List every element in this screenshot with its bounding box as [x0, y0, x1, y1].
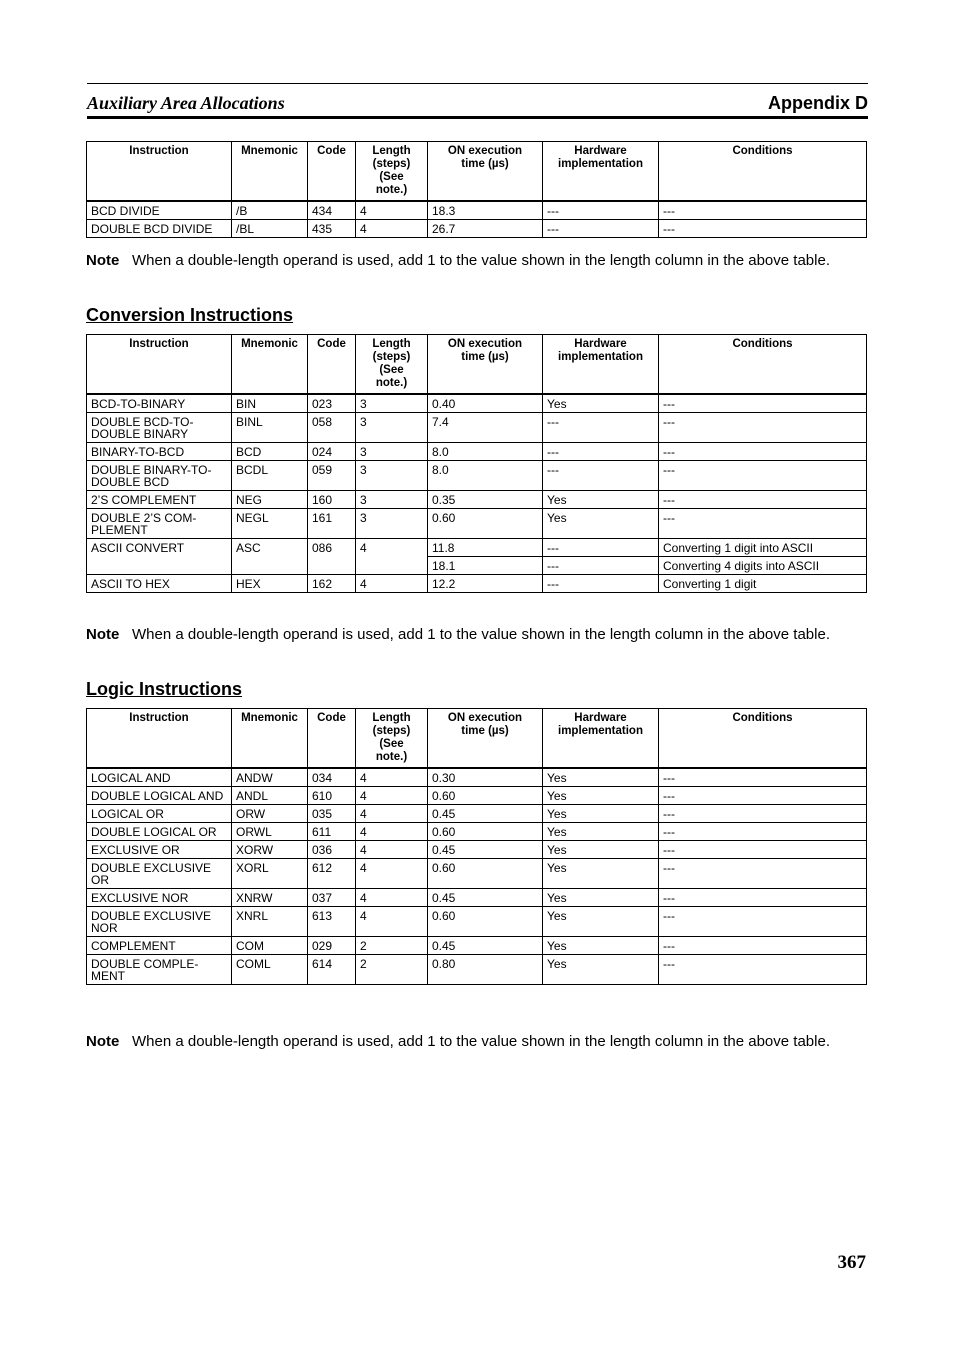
table-row — [87, 907, 867, 937]
cell-time: 0.45 — [428, 805, 543, 823]
logic-heading: Logic Instructions — [86, 679, 243, 699]
cell-code: 614 — [308, 955, 356, 985]
cell-instruction: ASCII TO HEX — [87, 575, 232, 593]
cell-hardware: Yes — [543, 889, 659, 907]
note-text: When a double-length operand is used, add 1 to the value shown in the length column in the above table. — [132, 626, 830, 643]
cell-hardware: Yes — [543, 823, 659, 841]
cell-hardware: Yes — [543, 859, 659, 889]
cell-code: 434 — [308, 201, 356, 220]
cell-conditions: --- — [659, 805, 867, 823]
cell-conditions: Converting 1 digit into ASCII — [659, 539, 867, 557]
cell-conditions: --- — [659, 220, 867, 238]
cell-hardware: Yes — [543, 805, 659, 823]
col-length: Length (steps) (See note.) — [356, 709, 428, 769]
cell-length: 4 — [356, 220, 428, 238]
cell-mnemonic: /B — [232, 201, 308, 220]
table-row — [87, 394, 867, 413]
cell-code: 160 — [308, 491, 356, 509]
page-header — [87, 83, 868, 119]
cell-length: 4 — [356, 575, 428, 593]
cell-code: 610 — [308, 787, 356, 805]
cell-code: 612 — [308, 859, 356, 889]
cell-instruction: DOUBLE COMPLE-MENT — [87, 955, 232, 985]
cell-time: 0.80 — [428, 955, 543, 985]
cell-conditions: --- — [659, 787, 867, 805]
cell-mnemonic: BIN — [232, 394, 308, 413]
cell-hardware: --- — [543, 220, 659, 238]
cell-code: 058 — [308, 413, 356, 443]
cell-hardware: Yes — [543, 491, 659, 509]
cell-conditions: --- — [659, 823, 867, 841]
note-text: When a double-length operand is used, add 1 to the value shown in the length column in the above table. — [132, 1033, 830, 1050]
cell-time: 0.60 — [428, 787, 543, 805]
cell-length: 3 — [356, 443, 428, 461]
cell-conditions: --- — [659, 413, 867, 443]
cell-mnemonic: XNRW — [232, 889, 308, 907]
page-number: 367 — [837, 1252, 866, 1273]
table-row — [87, 575, 867, 593]
cell-instruction: BCD-TO-BINARY — [87, 394, 232, 413]
cell-conditions: --- — [659, 768, 867, 787]
table-row — [87, 201, 867, 220]
col-conditions: Conditions — [659, 142, 867, 202]
note-label: Note — [86, 626, 120, 643]
cell-instruction: BCD DIVIDE — [87, 201, 232, 220]
cell-length: 4 — [356, 539, 428, 575]
note-text: When a double-length operand is used, add 1 to the value shown in the length column in the above table. — [132, 252, 830, 269]
cell-hardware: --- — [543, 413, 659, 443]
cell-code: 162 — [308, 575, 356, 593]
cell-conditions: --- — [659, 509, 867, 539]
cell-instruction: EXCLUSIVE OR — [87, 841, 232, 859]
cell-time: 0.35 — [428, 491, 543, 509]
cell-time: 0.60 — [428, 509, 543, 539]
cell-hardware: --- — [543, 539, 659, 557]
cell-mnemonic: ANDW — [232, 768, 308, 787]
cell-hardware: --- — [543, 575, 659, 593]
table-row — [87, 539, 867, 557]
cell-conditions: --- — [659, 394, 867, 413]
cell-hardware: --- — [543, 201, 659, 220]
table-row — [87, 859, 867, 889]
col-instruction: Instruction — [87, 142, 232, 202]
cell-code: 435 — [308, 220, 356, 238]
col-length: Length (steps) (See note.) — [356, 142, 428, 202]
table-row — [87, 889, 867, 907]
cell-time: 18.3 — [428, 201, 543, 220]
cell-conditions: Converting 4 digits into ASCII — [659, 557, 867, 575]
cell-conditions: --- — [659, 859, 867, 889]
cell-length: 4 — [356, 907, 428, 937]
cell-code: 029 — [308, 937, 356, 955]
cell-time: 11.8 — [428, 539, 543, 557]
cell-length: 3 — [356, 461, 428, 491]
appendix-label: Appendix D — [767, 93, 868, 113]
cell-instruction: LOGICAL AND — [87, 768, 232, 787]
table-header-row — [87, 335, 867, 395]
cell-code: 611 — [308, 823, 356, 841]
col-hardware: Hardware implementation — [543, 709, 659, 769]
cell-instruction: DOUBLE EXCLUSIVE OR — [87, 859, 232, 889]
cell-hardware: Yes — [543, 394, 659, 413]
cell-instruction: DOUBLE 2’S COM-PLEMENT — [87, 509, 232, 539]
table-row — [87, 955, 867, 985]
cell-hardware: Yes — [543, 787, 659, 805]
cell-code: 613 — [308, 907, 356, 937]
cell-length: 2 — [356, 955, 428, 985]
cell-code: 037 — [308, 889, 356, 907]
col-mnemonic: Mnemonic — [232, 709, 308, 769]
col-conditions: Conditions — [659, 709, 867, 769]
cell-code: 023 — [308, 394, 356, 413]
cell-instruction: LOGICAL OR — [87, 805, 232, 823]
logic-table — [86, 708, 867, 985]
cell-instruction: DOUBLE BINARY-TO-DOUBLE BCD — [87, 461, 232, 491]
conversion-heading: Conversion Instructions — [86, 305, 294, 325]
col-instruction: Instruction — [87, 335, 232, 395]
cell-code: 086 — [308, 539, 356, 575]
cell-instruction: COMPLEMENT — [87, 937, 232, 955]
cell-time: 0.60 — [428, 823, 543, 841]
table-header-row — [87, 709, 867, 769]
cell-hardware: Yes — [543, 937, 659, 955]
cell-instruction: BINARY-TO-BCD — [87, 443, 232, 461]
cell-conditions: --- — [659, 937, 867, 955]
table-row — [87, 805, 867, 823]
cell-length: 2 — [356, 937, 428, 955]
cell-hardware: --- — [543, 557, 659, 575]
cell-code: 036 — [308, 841, 356, 859]
cell-code: 024 — [308, 443, 356, 461]
cell-code: 161 — [308, 509, 356, 539]
cell-instruction: DOUBLE EXCLUSIVE NOR — [87, 907, 232, 937]
col-on-execution: ON execution time (µs) — [428, 709, 543, 769]
cell-mnemonic: XNRL — [232, 907, 308, 937]
cell-length: 4 — [356, 823, 428, 841]
section-title: Auxiliary Area Allocations — [87, 93, 285, 113]
cell-length: 3 — [356, 509, 428, 539]
cell-code: 059 — [308, 461, 356, 491]
cell-length: 4 — [356, 768, 428, 787]
cell-instruction: DOUBLE BCD-TO-DOUBLE BINARY — [87, 413, 232, 443]
table-row — [87, 413, 867, 443]
table-row — [87, 768, 867, 787]
cell-time: 7.4 — [428, 413, 543, 443]
col-conditions: Conditions — [659, 335, 867, 395]
cell-hardware: --- — [543, 443, 659, 461]
cell-length: 3 — [356, 491, 428, 509]
cell-time: 18.1 — [428, 557, 543, 575]
table-row — [87, 841, 867, 859]
col-hardware: Hardware implementation — [543, 335, 659, 395]
cell-code: 034 — [308, 768, 356, 787]
cell-length: 3 — [356, 413, 428, 443]
col-code: Code — [308, 709, 356, 769]
cell-mnemonic: ANDL — [232, 787, 308, 805]
cell-mnemonic: NEGL — [232, 509, 308, 539]
cell-mnemonic: BCD — [232, 443, 308, 461]
cell-mnemonic: BINL — [232, 413, 308, 443]
cell-length: 4 — [356, 841, 428, 859]
cell-conditions: --- — [659, 907, 867, 937]
cell-conditions: --- — [659, 201, 867, 220]
cell-mnemonic: HEX — [232, 575, 308, 593]
note-label: Note — [86, 252, 120, 269]
col-hardware: Hardware implementation — [543, 142, 659, 202]
cell-hardware: Yes — [543, 907, 659, 937]
cell-mnemonic: NEG — [232, 491, 308, 509]
cell-conditions: --- — [659, 889, 867, 907]
cell-length: 3 — [356, 394, 428, 413]
cell-time: 0.45 — [428, 937, 543, 955]
cell-instruction: DOUBLE BCD DIVIDE — [87, 220, 232, 238]
cell-hardware: Yes — [543, 509, 659, 539]
cell-length: 4 — [356, 787, 428, 805]
table-row — [87, 787, 867, 805]
cell-time: 26.7 — [428, 220, 543, 238]
col-length: Length (steps) (See note.) — [356, 335, 428, 395]
cell-time: 0.45 — [428, 841, 543, 859]
cell-conditions: Converting 1 digit — [659, 575, 867, 593]
cell-time: 8.0 — [428, 443, 543, 461]
col-instruction: Instruction — [87, 709, 232, 769]
cell-mnemonic: XORW — [232, 841, 308, 859]
table-header-row — [87, 142, 867, 202]
cell-mnemonic: XORL — [232, 859, 308, 889]
table-row — [87, 937, 867, 955]
table-row — [87, 509, 867, 539]
header-bottom-rule — [87, 116, 868, 119]
cell-time: 0.40 — [428, 394, 543, 413]
cell-time: 0.30 — [428, 768, 543, 787]
col-on-execution: ON execution time (µs) — [428, 335, 543, 395]
table-row — [87, 823, 867, 841]
cell-conditions: --- — [659, 443, 867, 461]
col-code: Code — [308, 335, 356, 395]
cell-time: 0.60 — [428, 907, 543, 937]
cell-mnemonic: ORWL — [232, 823, 308, 841]
cell-hardware: --- — [543, 461, 659, 491]
col-code: Code — [308, 142, 356, 202]
cell-conditions: --- — [659, 955, 867, 985]
cell-mnemonic: /BL — [232, 220, 308, 238]
cell-mnemonic: COML — [232, 955, 308, 985]
cell-length: 4 — [356, 889, 428, 907]
cell-conditions: --- — [659, 841, 867, 859]
col-mnemonic: Mnemonic — [232, 142, 308, 202]
note-3 — [86, 1032, 866, 1051]
cell-length: 4 — [356, 201, 428, 220]
conversion-table — [86, 334, 867, 593]
cell-hardware: Yes — [543, 955, 659, 985]
table-row — [87, 491, 867, 509]
note-2 — [86, 625, 866, 644]
cell-time: 12.2 — [428, 575, 543, 593]
cell-mnemonic: ORW — [232, 805, 308, 823]
cell-mnemonic: BCDL — [232, 461, 308, 491]
cell-hardware: Yes — [543, 768, 659, 787]
cell-conditions: --- — [659, 491, 867, 509]
cell-time: 8.0 — [428, 461, 543, 491]
table-row — [87, 443, 867, 461]
cell-instruction: DOUBLE LOGICAL OR — [87, 823, 232, 841]
cell-time: 0.60 — [428, 859, 543, 889]
cell-time: 0.45 — [428, 889, 543, 907]
cell-mnemonic: ASC — [232, 539, 308, 575]
table-row — [87, 220, 867, 238]
note-label: Note — [86, 1033, 120, 1050]
cell-instruction: 2’S COMPLEMENT — [87, 491, 232, 509]
cell-code: 035 — [308, 805, 356, 823]
cell-mnemonic: COM — [232, 937, 308, 955]
cell-instruction: EXCLUSIVE NOR — [87, 889, 232, 907]
cell-length: 4 — [356, 805, 428, 823]
cell-length: 4 — [356, 859, 428, 889]
cell-hardware: Yes — [543, 841, 659, 859]
cell-conditions: --- — [659, 461, 867, 491]
cell-instruction: ASCII CONVERT — [87, 539, 232, 575]
table-row — [87, 461, 867, 491]
col-on-execution: ON execution time (µs) — [428, 142, 543, 202]
col-mnemonic: Mnemonic — [232, 335, 308, 395]
cell-instruction: DOUBLE LOGICAL AND — [87, 787, 232, 805]
note-1 — [86, 251, 866, 270]
bcd-divide-table — [86, 141, 867, 238]
